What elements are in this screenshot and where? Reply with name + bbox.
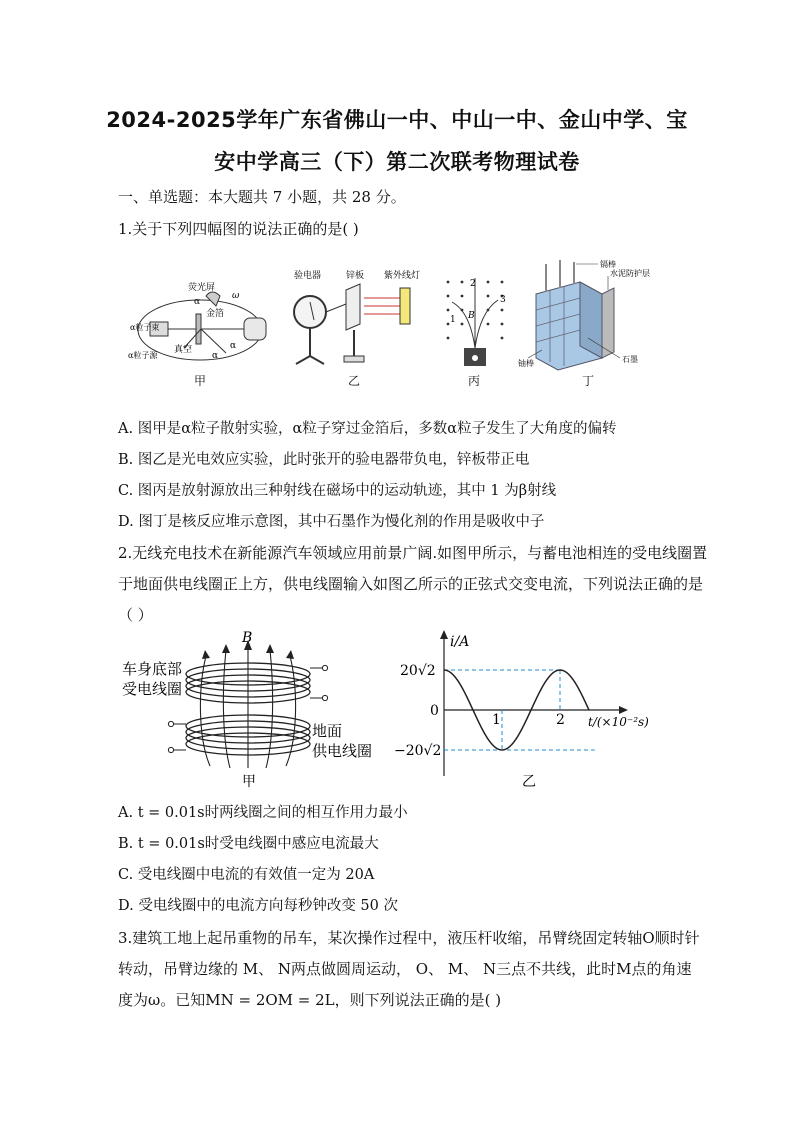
q3-stem-line-1: 3.建筑工地上起吊重物的吊车，某次操作过程中，液压杆收缩，吊臂绕固定转轴O顺时针 (118, 929, 700, 947)
label-lower-2: 供电线圈 (312, 742, 373, 760)
concrete-layer-shape (602, 288, 614, 358)
q1-option-c: C. 图丙是放射源放出三种射线在磁场中的运动轨迹，其中 1 为β射线 (118, 483, 557, 499)
q2-stem-line-1: 2.无线充电技术在新能源汽车领域应用前景广阔.如图甲所示，与蓄电池相连的受电线圈置 (118, 544, 708, 562)
tripod-shape (296, 356, 324, 364)
x-axis-label: t/(×10⁻²s) (588, 715, 649, 729)
label-upper-2: 受电线圈 (122, 680, 183, 698)
origin-label: 0 (430, 703, 439, 719)
label-uranium: 铀棒 (518, 359, 534, 368)
q1-caption-bing: 丙 (467, 374, 480, 388)
q1-caption-ding: 丁 (581, 374, 594, 388)
label-track-1: 1 (450, 315, 456, 325)
label-concrete: 水泥防护层 (610, 269, 650, 278)
q2-figure-yi (392, 626, 662, 794)
q2-stem-line-2: 于地面供电线圈正上方，供电线圈输入如图乙所示的正弦式交变电流，下列说法正确的是 (118, 575, 704, 593)
label-alpha-b: α (212, 351, 219, 361)
screen-shape (206, 292, 220, 306)
x-axis-arrow (619, 706, 628, 714)
label-source: α粒子源 (128, 351, 158, 360)
lower-terminal-1 (168, 721, 173, 726)
label-omega: ω (232, 291, 240, 301)
q2-option-a: A. t = 0.01s时两线圈之间的相互作用力最小 (118, 805, 408, 821)
tick-2-label: 2 (556, 712, 565, 728)
q2-option-b: B. t = 0.01s时受电线圈中感应电流最大 (118, 836, 379, 852)
q2-option-d: D. 受电线圈中的电流方向每秒钟改变 50 次 (118, 898, 398, 914)
label-cadmium: 镉棒 (600, 260, 616, 269)
y-axis-arrow (440, 630, 448, 639)
q1-option-d: D. 图丁是核反应堆示意图，其中石墨作为慢化剂的作用是吸收中子 (118, 514, 545, 530)
track-3-shape (475, 300, 498, 348)
label-b-field: B (242, 630, 253, 646)
electroscope-shape (294, 296, 326, 328)
q1-caption-jia: 甲 (193, 374, 206, 388)
label-lower-1: 地面 (312, 722, 343, 740)
paper-title-line-2: 安中学高三（下）第二次联考物理试卷 (214, 150, 580, 174)
y-min-label: −20√2 (394, 743, 442, 759)
q1-figure-bing (440, 272, 510, 372)
label-field-b: B (468, 311, 475, 321)
q2-caption-yi: 乙 (522, 774, 536, 790)
label-track-3: 3 (500, 295, 506, 305)
lower-terminal-2 (168, 747, 173, 752)
section-header: 一、单选题：本大题共 7 小题，共 28 分。 (118, 188, 406, 206)
q3-stem-line-3: 度为ω。已知MN = 2OM = 2L，则下列说法正确的是( ) (118, 991, 502, 1009)
q1-figure-yi (288, 268, 438, 378)
microscope-shape (244, 318, 266, 340)
label-upper-1: 车身底部 (122, 660, 183, 678)
label-screen: 荧光屏 (188, 283, 216, 293)
label-track-2: 2 (470, 279, 476, 289)
label-vacuum: 真空 (174, 345, 193, 355)
source-hole-shape (472, 355, 478, 361)
q3-stem-line-2: 转动，吊臂边缘的 M、 N两点做圆周运动， O、 M、 N三点不共线，此时M点的角速 (118, 960, 692, 978)
tick-1-label: 1 (492, 712, 501, 728)
q1-caption-yi: 乙 (347, 374, 360, 388)
q1-figure-ding (518, 254, 668, 378)
plate-base-shape (344, 356, 364, 362)
y-max-label: 20√2 (400, 663, 436, 679)
label-uv-lamp: 紫外线灯 (384, 271, 421, 281)
q2-stem-line-3: （ ） (118, 606, 153, 624)
label-foil: 金箔 (206, 309, 225, 319)
upper-terminal-1 (322, 665, 327, 670)
upper-terminal-2 (322, 695, 327, 700)
gold-foil-shape (196, 314, 201, 344)
label-graphite: 石墨 (622, 355, 638, 364)
q1-option-a: A. 图甲是α粒子散射实验，α粒子穿过金箔后，多数α粒子发生了大角度的偏转 (118, 421, 617, 437)
y-axis-label: i/A (450, 634, 470, 650)
q2-caption-jia: 甲 (242, 774, 256, 790)
q1-stem: 1.关于下列四幅图的说法正确的是( ) (118, 220, 359, 238)
deflect-track-shape (201, 329, 226, 353)
label-zinc: 锌板 (346, 271, 365, 281)
zinc-plate-shape (346, 284, 360, 330)
track-1-shape (452, 302, 475, 348)
label-alpha-a: α (194, 297, 201, 307)
label-electroscope: 验电器 (294, 271, 322, 281)
reactor-side-shape (580, 282, 602, 358)
uv-lamp-shape (400, 288, 410, 324)
q1-option-b: B. 图乙是光电效应实验，此时张开的验电器带负电，锌板带正电 (118, 452, 530, 468)
wire-shape (326, 304, 346, 312)
q2-figure-jia (118, 628, 388, 794)
paper-title-line-1: 2024-2025学年广东省佛山一中、中山一中、金山中学、宝 (106, 108, 688, 132)
label-alpha-c: α (230, 341, 237, 351)
q2-option-c: C. 受电线圈中电流的有效值一定为 20A (118, 867, 375, 883)
label-beam: α粒子束 (130, 323, 160, 332)
